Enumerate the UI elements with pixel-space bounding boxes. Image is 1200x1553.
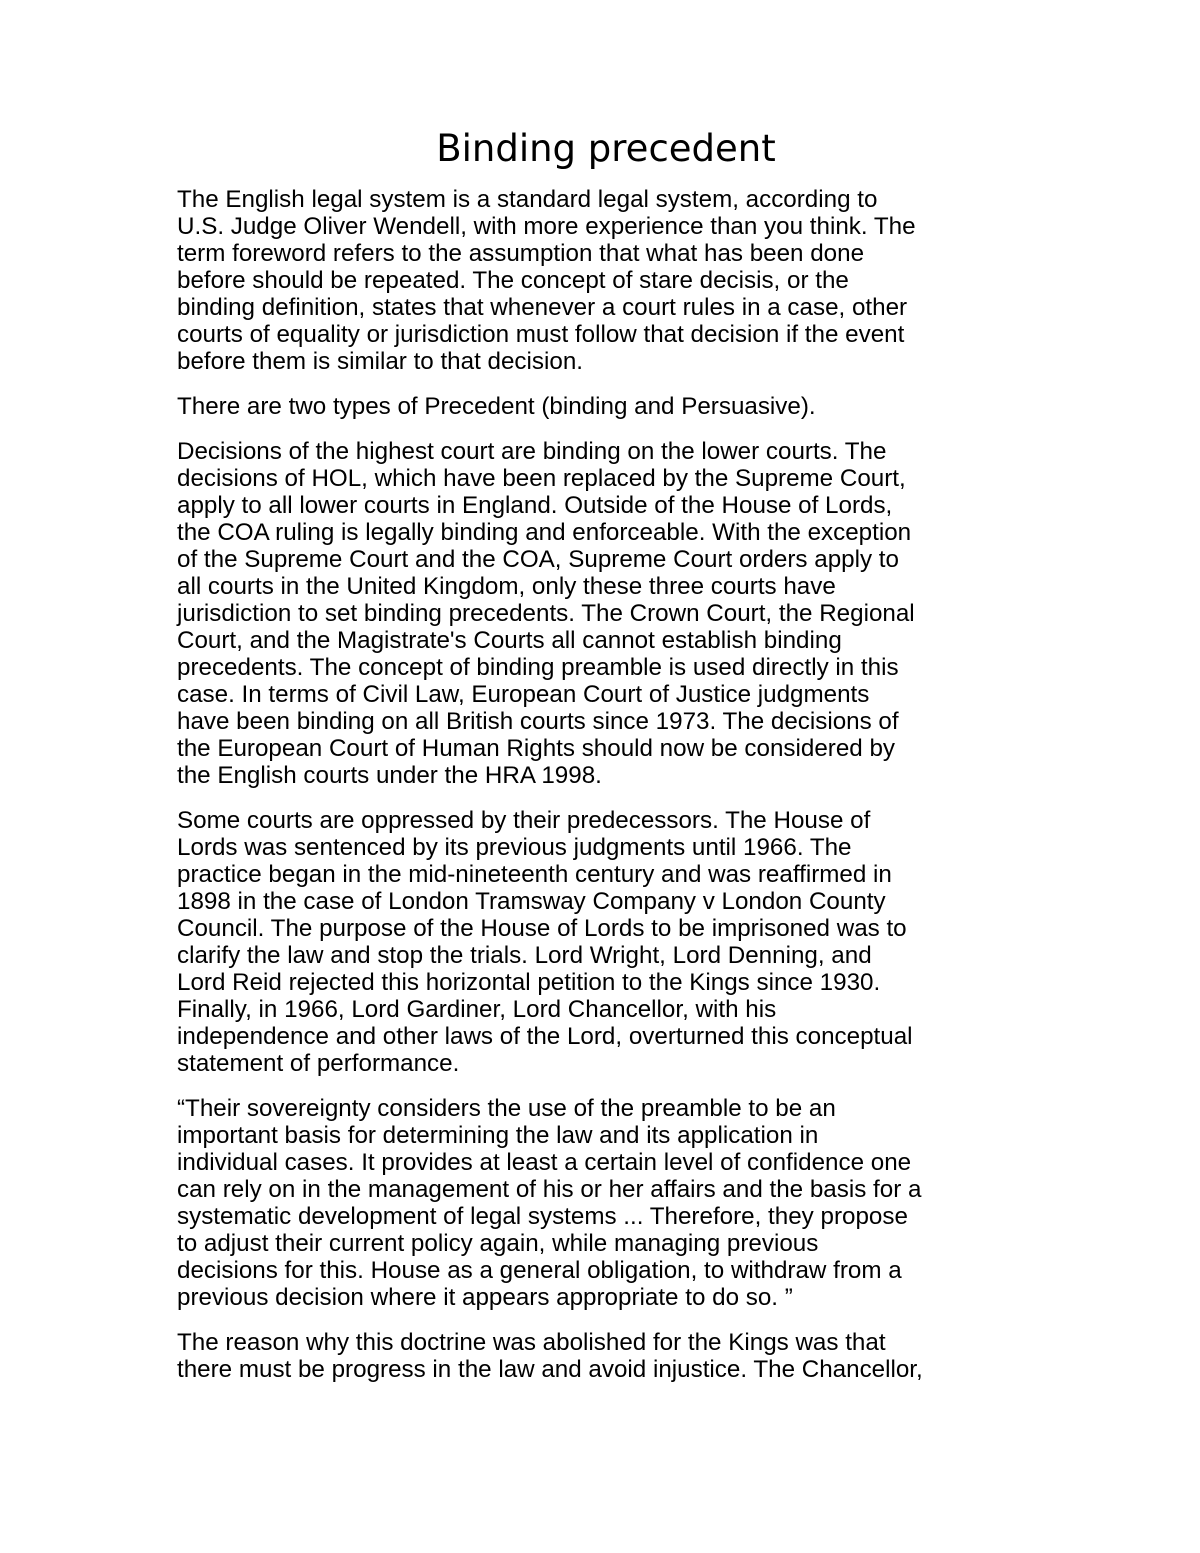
text-line: previous decision where it appears appropriate to do so. ”: [177, 1284, 793, 1311]
text-line: there must be progress in the law and avoid injustice. The Chancellor,: [177, 1356, 923, 1383]
document-body: [177, 186, 1037, 1401]
text-line: can rely on in the management of his or her affairs and the basis for a: [177, 1176, 922, 1203]
text-line: 1898 in the case of London Tramsway Company v London County: [177, 888, 886, 915]
text-line: Council. The purpose of the House of Lords to be imprisoned was to: [177, 915, 907, 942]
text-line: have been binding on all British courts since 1973. The decisions of: [177, 708, 899, 735]
text-line: U.S. Judge Oliver Wendell, with more experience than you think. The: [177, 213, 916, 240]
text-line: There are two types of Precedent (binding and Persuasive).: [177, 393, 816, 420]
text-line: the English courts under the HRA 1998.: [177, 762, 602, 789]
text-line: before should be repeated. The concept of stare decisis, or the: [177, 267, 849, 294]
text-line: all courts in the United Kingdom, only these three courts have: [177, 573, 836, 600]
paragraph-6: [177, 1329, 1037, 1383]
text-line: courts of equality or jurisdiction must follow that decision if the event: [177, 321, 905, 348]
text-line: before them is similar to that decision.: [177, 348, 583, 375]
paragraph-5-quote: [177, 1095, 1037, 1311]
text-line: “Their sovereignty considers the use of the preamble to be an: [177, 1095, 836, 1122]
text-line: the COA ruling is legally binding and enforceable. With the exception: [177, 519, 912, 546]
paragraph-2: [177, 393, 1037, 420]
text-line: Decisions of the highest court are binding on the lower courts. The: [177, 438, 887, 465]
text-line: case. In terms of Civil Law, European Court of Justice judgments: [177, 681, 870, 708]
text-line: The English legal system is a standard legal system, according to: [177, 186, 878, 213]
text-line: practice began in the mid-nineteenth century and was reaffirmed in: [177, 861, 892, 888]
text-line: important basis for determining the law and its application in: [177, 1122, 819, 1149]
text-line: jurisdiction to set binding precedents. The Crown Court, the Regional: [177, 600, 915, 627]
text-line: clarify the law and stop the trials. Lord Wright, Lord Denning, and: [177, 942, 872, 969]
paragraph-1: [177, 186, 1037, 375]
text-line: decisions of HOL, which have been replaced by the Supreme Court,: [177, 465, 906, 492]
paragraph-3: [177, 438, 1037, 789]
paragraph-4: [177, 807, 1037, 1077]
text-line: the European Court of Human Rights should now be considered by: [177, 735, 895, 762]
text-line: decisions for this. House as a general obligation, to withdraw from a: [177, 1257, 902, 1284]
text-line: individual cases. It provides at least a certain level of confidence one: [177, 1149, 912, 1176]
text-line: term foreword refers to the assumption that what has been done: [177, 240, 865, 267]
text-line: Court, and the Magistrate's Courts all cannot establish binding: [177, 627, 842, 654]
text-line: systematic development of legal systems ... Therefore, they propose: [177, 1203, 908, 1230]
text-line: Lords was sentenced by its previous judgments until 1966. The: [177, 834, 852, 861]
text-line: Some courts are oppressed by their predecessors. The House of: [177, 807, 871, 834]
text-line: binding definition, states that whenever a court rules in a case, other: [177, 294, 908, 321]
text-line: Finally, in 1966, Lord Gardiner, Lord Chancellor, with his: [177, 996, 777, 1023]
text-line: of the Supreme Court and the COA, Supreme Court orders apply to: [177, 546, 899, 573]
text-line: apply to all lower courts in England. Outside of the House of Lords,: [177, 492, 893, 519]
text-line: precedents. The concept of binding preamble is used directly in this: [177, 654, 899, 681]
text-line: independence and other laws of the Lord, overturned this conceptual: [177, 1023, 913, 1050]
document-title: Binding precedent: [436, 127, 776, 170]
text-line: The reason why this doctrine was abolished for the Kings was that: [177, 1329, 886, 1356]
text-line: Lord Reid rejected this horizontal petition to the Kings since 1930.: [177, 969, 881, 996]
text-line: statement of performance.: [177, 1050, 460, 1077]
text-line: to adjust their current policy again, while managing previous: [177, 1230, 819, 1257]
